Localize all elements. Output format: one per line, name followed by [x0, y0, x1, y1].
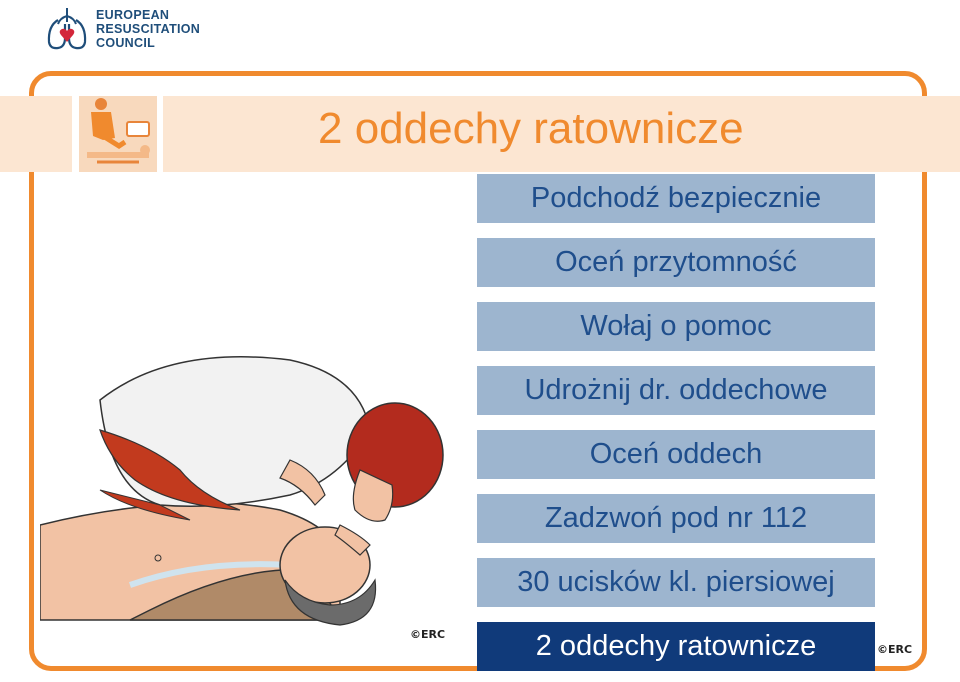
step-30-compressions: 30 ucisków kl. piersiowej: [477, 558, 875, 607]
step-shout-for-help: Wołaj o pomoc: [477, 302, 875, 351]
illustration-copyright: ©ERC: [410, 628, 446, 640]
lungs-heart-icon: [46, 4, 90, 52]
logo-line-3: COUNCIL: [96, 36, 156, 50]
logo-line-2: RESUSCITATION: [96, 22, 201, 36]
step-check-breathing: Oceń oddech: [477, 430, 875, 479]
step-2-rescue-breaths: 2 oddechy ratownicze: [477, 622, 875, 671]
cpr-thumbnail: [79, 96, 157, 172]
logo-line-1: EUROPEAN: [96, 8, 170, 22]
band-divider: [157, 96, 163, 172]
step-approach-safely: Podchodź bezpiecznie: [477, 174, 875, 223]
step-call-112: Zadzwoń pod nr 112: [477, 494, 875, 543]
step-open-airway: Udrożnij dr. oddechowe: [477, 366, 875, 415]
erc-logo: [46, 4, 246, 52]
slide-title: 2 oddechy ratownicze: [318, 104, 744, 153]
step-check-response: Oceń przytomność: [477, 238, 875, 287]
corner-copyright: ©ERC: [877, 643, 913, 656]
band-divider: [72, 96, 79, 172]
cpr-thumbnail-icon: [79, 96, 157, 172]
rescue-breath-illustration: [40, 320, 480, 640]
